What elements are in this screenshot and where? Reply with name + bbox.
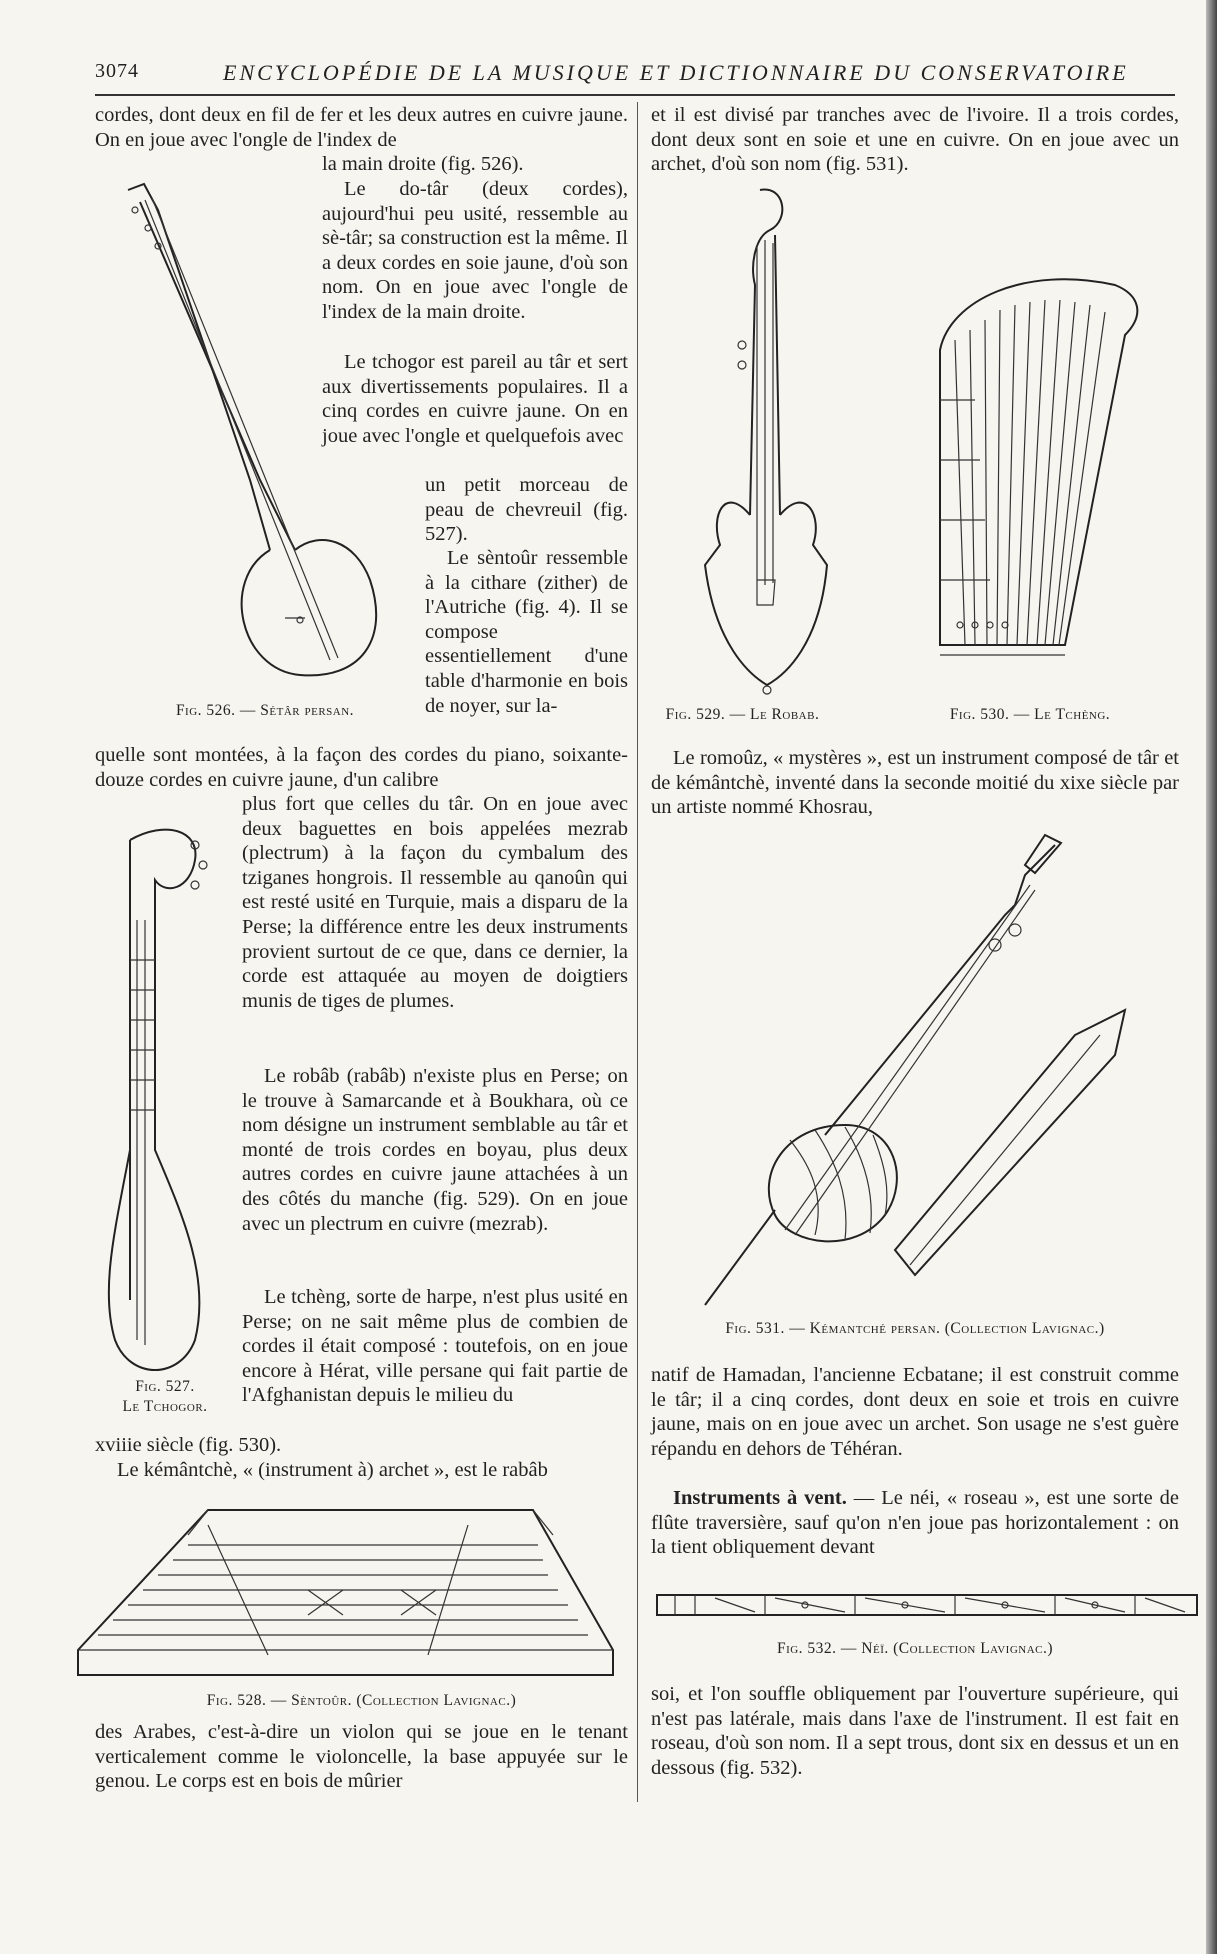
figure-sentour-illustration: [68, 1505, 623, 1685]
right-paragraph-neï-text: — Le néi, « roseau », est une sorte de flûte traversière, sauf qu'on n'en joue pas horizontalement : on la tient obliquement devant: [651, 1487, 1179, 1559]
section-heading-wind-instruments: Instruments à vent.: [673, 1487, 847, 1509]
left-paragraph-sentour-end: plus fort que celles du târ. On en joue avec deux baguettes en bois appelées mezrab (plectrum) à la façon du cymbalum des tziganes hongrois. Il ressemble au qanoûn qui est resté usité en Turquie, mais a disparu de la Perse; la différence entre les deux instruments provient surtout de ce que, dans ce dernier, la corde est attaquée au moyen de doigtiers munis de tiges de plumes.: [242, 793, 628, 1012]
figure-526-caption: Fig. 526. — Sétâr persan.: [175, 702, 355, 719]
left-paragraph-dotar: Le do-târ (deux cordes), aujourd'hui peu usité, ressemble au sè-târ; sa construction est la même. Il a deux cordes en soie jaune, d'où son nom. On en joue avec l'ongle de l'index de la main droite.: [322, 178, 628, 323]
figure-531-caption: Fig. 531. — Kémantché persan. (Collection Lavignac.): [725, 1320, 1105, 1337]
right-paragraph-romouz: Le romoûz, « mystères », est un instrument composé de târ et de kémântchè, inventé dans la seconde moitié du xixe siècle par un artiste nommé Khosrau,: [651, 747, 1179, 819]
left-paragraph-tchogor-end: un petit morceau de peau de chevreuil (fig. 527).: [425, 474, 628, 546]
figure-532-caption: Fig. 532. — Néï. (Collection Lavignac.): [776, 1640, 1054, 1657]
figure-kemantche-illustration: [695, 835, 1145, 1315]
figure-527-caption-title: Le Tchogor.: [122, 1398, 208, 1415]
left-paragraph-sentour-cont: quelle sont montées, à la façon des cordes du piano, soixante-douze cordes en cuivre jaune, d'un calibre: [95, 744, 628, 791]
figure-530-caption: Fig. 530. — Le Tchèng.: [949, 706, 1111, 723]
page-number: 3074: [95, 60, 139, 82]
left-paragraph-tcheng-end: xviiie siècle (fig. 530).: [95, 1434, 282, 1456]
figure-setar-illustration: [100, 180, 400, 690]
left-paragraph-tcheng: Le tchèng, sorte de harpe, n'est plus usité en Perse; on ne sait même plus de combien de cordes il était composé : toutefois, on en joue encore à Hérat, ville persane qui fait partie de l'Afghanistan depuis le milieu du: [242, 1286, 628, 1407]
figure-529-caption: Fig. 529. — Le Robab.: [665, 706, 820, 723]
left-paragraph-kemantche: Le kémântchè, « (instrument à) archet », est le rabâb: [117, 1459, 548, 1481]
figure-527-caption-number: Fig. 527.: [135, 1378, 195, 1395]
left-paragraph-tchogor: Le tchogor est pareil au târ et sert aux divertissements populaires. Il a cinq cordes en cuivre jaune. On en joue avec l'ongle et quelquefois avec: [322, 351, 628, 447]
figure-tcheng-illustration: [935, 260, 1165, 660]
right-paragraph-neï-cont: soi, et l'on souffle obliquement par l'ouverture supérieure, qui n'est pas latérale, mais dans l'axe de l'instrument. Il est fait en roseau, d'où son nom. Il a sept trous, dont six en dessus et un en dessous (fig. 532).: [651, 1683, 1179, 1779]
figure-tchogor-illustration: [95, 820, 245, 1380]
page-header: [95, 60, 1175, 96]
left-paragraph-1: cordes, dont deux en fil de fer et les deux autres en cuivre jaune. On en joue avec l'ongle de l'index de: [95, 104, 628, 151]
column-divider: [637, 102, 638, 1802]
left-paragraph-1-end: la main droite (fig. 526).: [322, 153, 524, 175]
figure-robab-illustration: [695, 185, 835, 690]
right-paragraph-neï: [651, 1486, 1179, 1560]
page-edge-shadow: [1206, 0, 1217, 1954]
right-paragraph-1: et il est divisé par tranches avec de l'ivoire. Il a trois cordes, dont deux sont en soie et une en cuivre. On en joue avec un archet, d'où son nom (fig. 531).: [651, 104, 1179, 176]
running-title: ENCYCLOPÉDIE DE LA MUSIQUE ET DICTIONNAIRE DU CONSERVATOIRE: [223, 60, 1129, 85]
right-paragraph-romouz-cont: natif de Hamadan, l'ancienne Ecbatane; il est construit comme le târ; il a cinq cordes, dont deux en soie et trois en cuivre jaune, mais on en joue avec un archet. Son usage ne s'est guère répandu en dehors de Téhéran.: [651, 1364, 1179, 1460]
left-paragraph-kemantche-cont: des Arabes, c'est-à-dire un violon qui se joue en le tenant verticalement comme le violoncelle, la base appuyée sur le genou. Le corps est en bois de mûrier: [95, 1721, 628, 1793]
left-paragraph-sentour: Le sèntoûr ressemble à la cithare (zither) de l'Autriche (fig. 4). Il se compose essentiellement d'une table d'harmonie en bois de noyer, sur la-: [425, 547, 628, 717]
figure-528-caption: Fig. 528. — Sèntoûr. (Collection Lavignac.): [206, 1692, 517, 1709]
figure-nei-illustration: [655, 1590, 1205, 1620]
left-paragraph-robab: Le robâb (rabâb) n'existe plus en Perse; on le trouve à Samarcande et à Boukhara, où ce nom désigne un instrument semblable au târ et monté de trois cordes en boyau, plus deux autres cordes en cuivre jaune attachées à un des côtés du manche (fig. 529). On en joue avec un plectrum en cuivre (mezrab).: [242, 1065, 628, 1235]
